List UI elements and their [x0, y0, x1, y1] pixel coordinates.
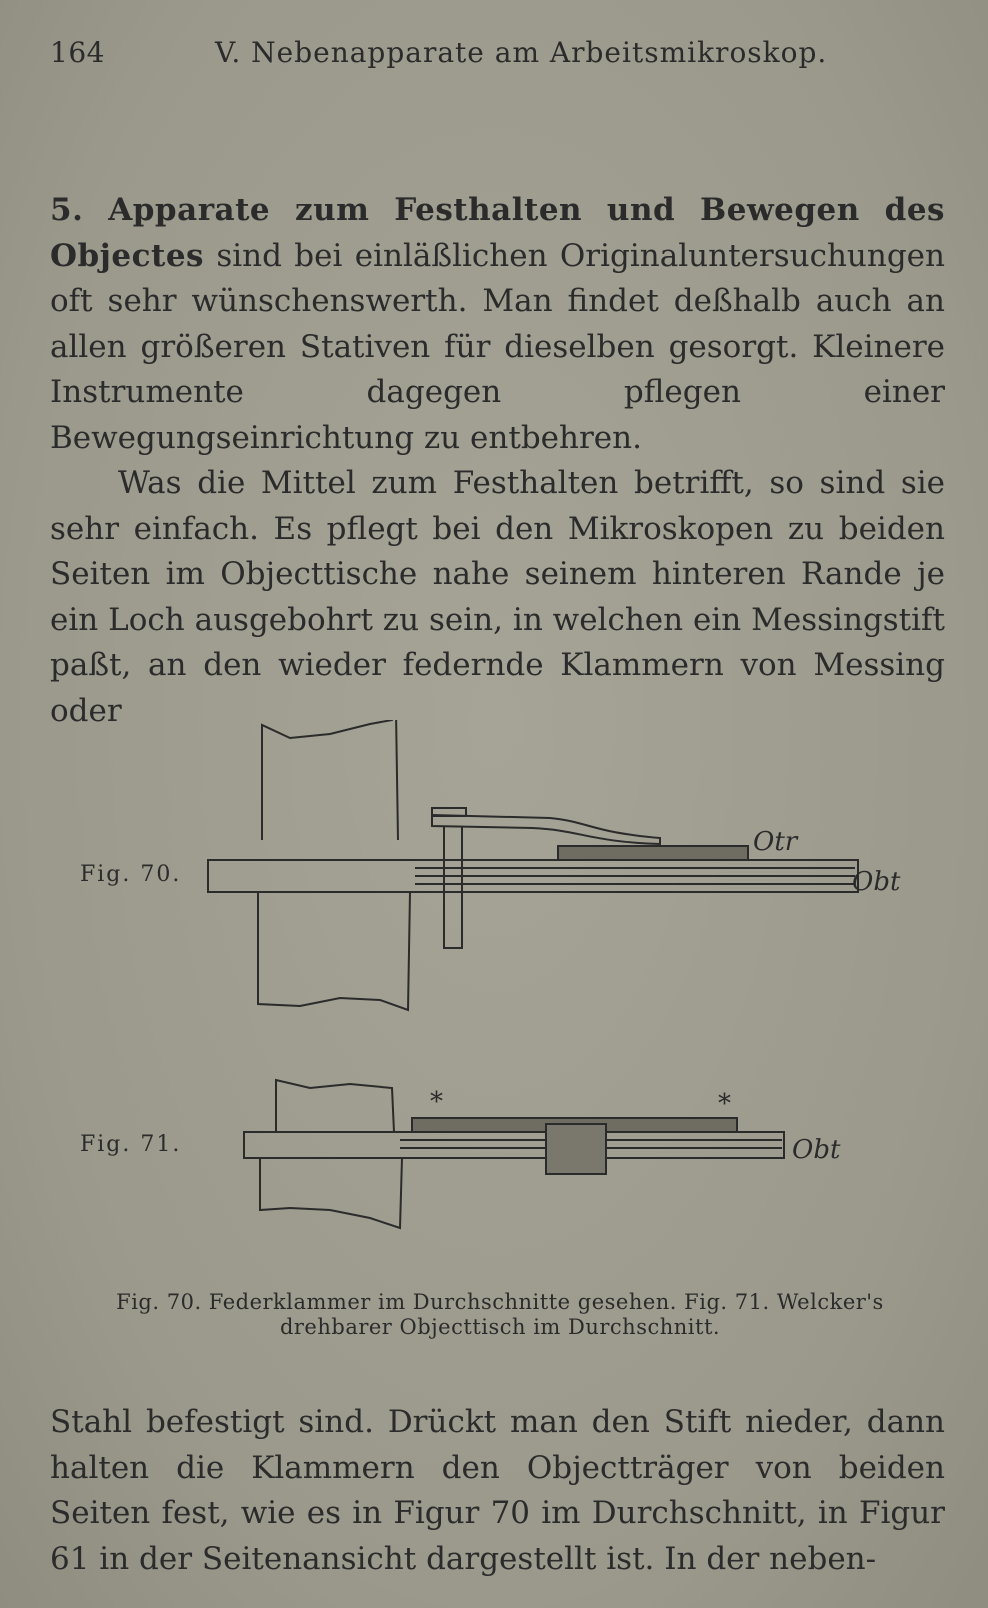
paragraph-1-text: sind bei einläßlichen Originaluntersuchungen oft sehr wünschenswerth. Man findet deßhalb auch an allen größeren Stativen für dieselben gesorgt. Kleinere Instrumente dagegen pflegen einer Bewegungseinrichtung zu entbehren. — [50, 237, 945, 456]
fig70-pin — [444, 826, 462, 948]
fig70-label: Fig. 70. — [80, 862, 182, 887]
text-block-bottom — [50, 1400, 945, 1582]
paragraph-2: Was die Mittel zum Festhalten betrifft, so sind sie sehr einfach. Es pflegt bei den Mikroskopen zu beiden Seiten im Objecttische nahe seinem hinteren Rande je ein Loch ausgebohrt zu sein, in welchen ein Messingstift paßt, an den wieder federnde Klammern von Messing oder — [50, 465, 945, 729]
fig71-obt-label: Obt — [792, 1135, 841, 1165]
fig71-upper-pillar — [276, 1080, 394, 1132]
text-block-top — [50, 188, 945, 734]
fig70-otr-label: Otr — [753, 827, 798, 857]
fig70-slide — [558, 846, 748, 860]
fig71-drawing — [244, 1080, 784, 1228]
running-head — [50, 36, 940, 76]
paragraph-3: Stahl befestigt sind. Drückt man den Stift nieder, dann halten die Klammern den Objectträger von beiden Seiten fest, wie es in Figur 70 im Durchschnitt, in Figur 61 in der Seitenansicht dargestellt ist. In der neben- — [50, 1404, 945, 1577]
fig71-label: Fig. 71. — [80, 1132, 182, 1157]
figures-area — [70, 720, 930, 1280]
caption-line-2: drehbarer Objecttisch im Durchschnitt. — [279, 1315, 721, 1339]
fig71-stage — [244, 1132, 784, 1158]
running-title: V. Nebenapparate am Arbeitsmikroskop. — [215, 36, 828, 69]
page-number: 164 — [50, 36, 105, 69]
fig70-obt-label: Obt — [852, 867, 901, 897]
figure-drawings — [70, 720, 930, 1280]
figure-caption — [100, 1290, 900, 1340]
section-heading: 5. Apparate zum Festhalten und Bewegen des Objectes — [50, 192, 945, 274]
fig71-hub — [546, 1124, 606, 1174]
fig70-spring-clamp — [432, 815, 660, 844]
fig70-upper-pillar — [262, 720, 398, 840]
caption-line-1: Fig. 70. Federklammer im Durchschnitte gesehen. Fig. 71. Welcker's — [116, 1290, 884, 1314]
fig71-star-left: * — [430, 1087, 443, 1117]
paragraph-1 — [50, 188, 945, 461]
fig71-lower-pillar — [260, 1158, 402, 1228]
fig70-lower-pillar — [258, 892, 410, 1010]
fig71-star-right: * — [718, 1089, 731, 1119]
fig70-drawing — [208, 720, 858, 1010]
